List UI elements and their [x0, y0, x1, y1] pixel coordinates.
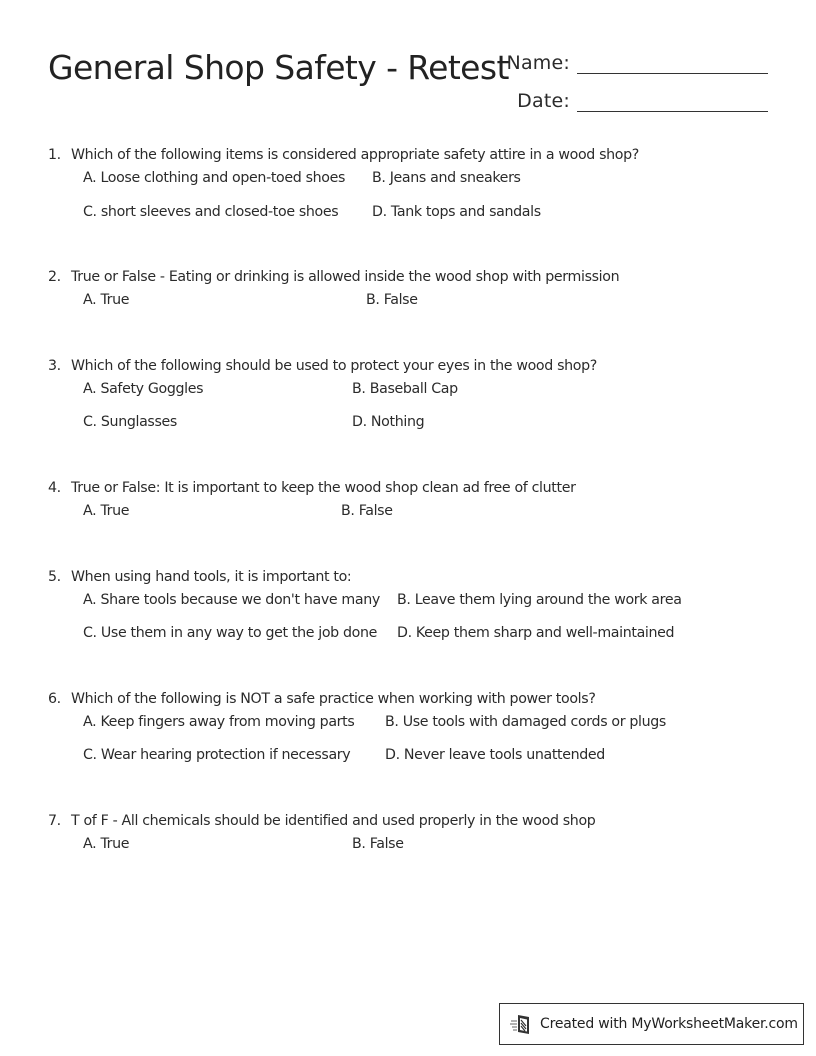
- name-field: [500, 52, 768, 74]
- option-b: B. Jeans and sneakers: [372, 170, 521, 186]
- question-text: Which of the following items is considered appropriate safety attire in a wood shop?: [71, 147, 639, 163]
- question-text: When using hand tools, it is important to:: [71, 569, 352, 585]
- name-blank-line[interactable]: [577, 53, 768, 74]
- question-text: Which of the following is NOT a safe practice when working with power tools?: [71, 691, 596, 707]
- question-7: [48, 811, 596, 852]
- option-a: A. True: [83, 503, 130, 519]
- name-label: Name:: [506, 52, 570, 74]
- footer-text: Created with MyWorksheetMaker.com: [540, 1016, 798, 1032]
- date-field: [500, 90, 768, 112]
- question-text: True or False: It is important to keep the wood shop clean ad free of clutter: [71, 480, 576, 496]
- date-label: Date:: [517, 90, 570, 112]
- option-a: A. Share tools because we don't have many: [83, 592, 380, 608]
- question-text: True or False - Eating or drinking is allowed inside the wood shop with permission: [71, 269, 620, 285]
- option-d: D. Nothing: [352, 414, 425, 430]
- question-5: [48, 567, 682, 641]
- option-b: B. Baseball Cap: [352, 381, 458, 397]
- worksheet-title: General Shop Safety - Retest: [48, 48, 509, 87]
- option-d: D. Never leave tools unattended: [385, 747, 605, 763]
- question-number: 4.: [48, 480, 61, 496]
- question-3: [48, 356, 597, 430]
- option-b: B. False: [352, 836, 404, 852]
- question-number: 6.: [48, 691, 61, 707]
- question-number: 3.: [48, 358, 61, 374]
- question-4: [48, 478, 576, 519]
- option-a: A. True: [83, 292, 130, 308]
- question-number: 5.: [48, 569, 61, 585]
- option-b: B. False: [366, 292, 418, 308]
- option-a: A. Keep fingers away from moving parts: [83, 714, 355, 730]
- question-text: Which of the following should be used to protect your eyes in the wood shop?: [71, 358, 597, 374]
- question-2: [48, 267, 620, 308]
- option-b: B. False: [341, 503, 393, 519]
- question-6: [48, 689, 666, 763]
- date-blank-line[interactable]: [577, 91, 768, 112]
- option-d: D. Keep them sharp and well-maintained: [397, 625, 675, 641]
- option-c: C. Wear hearing protection if necessary: [83, 747, 351, 763]
- option-b: B. Use tools with damaged cords or plugs: [385, 714, 666, 730]
- option-c: C. short sleeves and closed-toe shoes: [83, 204, 339, 220]
- question-number: 2.: [48, 269, 61, 285]
- option-b: B. Leave them lying around the work area: [397, 592, 682, 608]
- option-a: A. Safety Goggles: [83, 381, 204, 397]
- created-with-badge[interactable]: [499, 1003, 804, 1045]
- option-a: A. True: [83, 836, 130, 852]
- option-d: D. Tank tops and sandals: [372, 204, 541, 220]
- worksheet-logo-icon: [510, 1012, 534, 1036]
- option-c: C. Sunglasses: [83, 414, 177, 430]
- question-number: 7.: [48, 813, 61, 829]
- question-number: 1.: [48, 147, 61, 163]
- question-text: T of F - All chemicals should be identified and used properly in the wood shop: [71, 813, 596, 829]
- question-1: [48, 145, 639, 220]
- option-a: A. Loose clothing and open-toed shoes: [83, 170, 346, 186]
- option-c: C. Use them in any way to get the job done: [83, 625, 378, 641]
